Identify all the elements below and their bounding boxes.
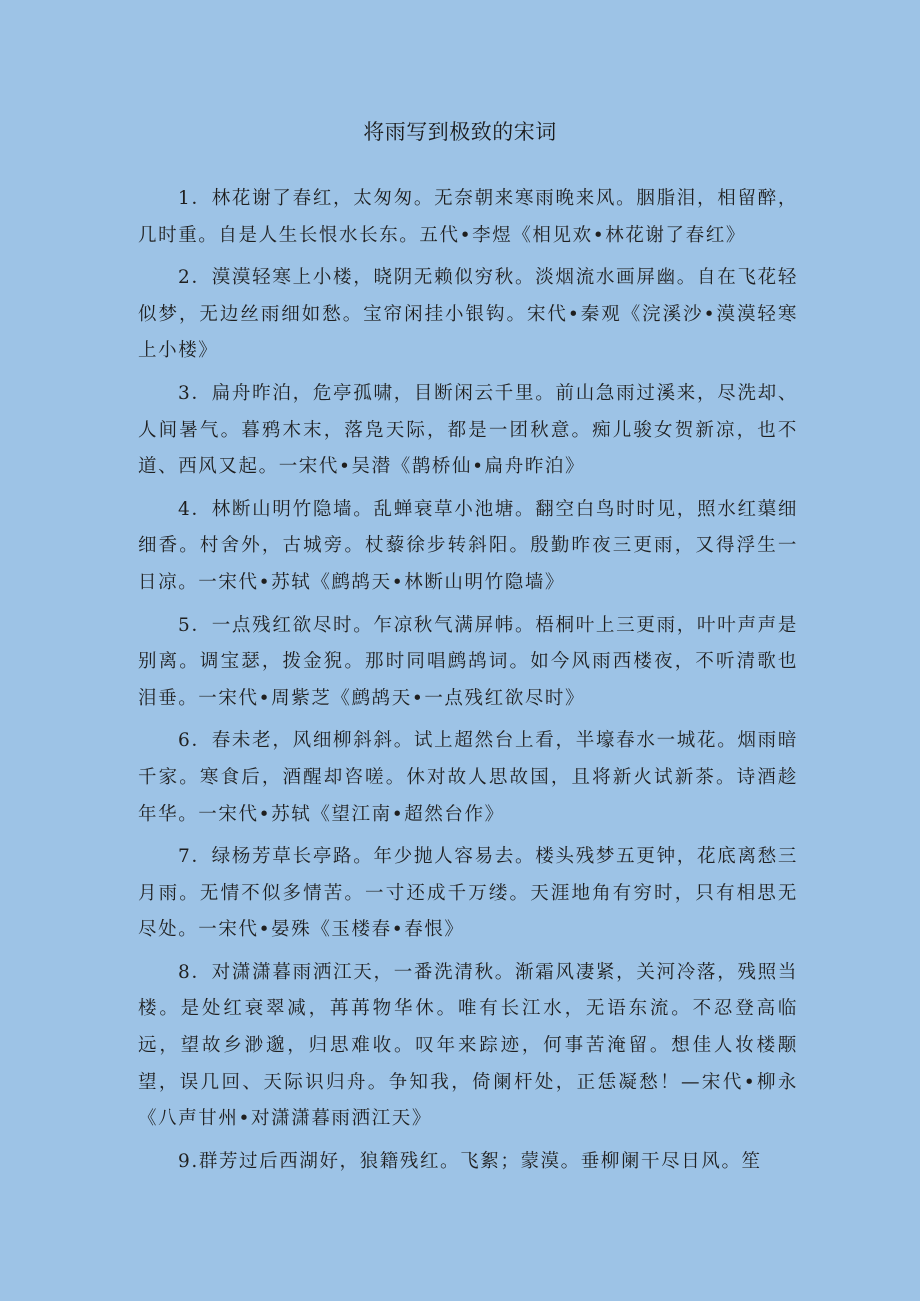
poem-paragraph: 9.群芳过后西湖好，狼籍残红。飞絮；蒙漠。垂柳阑干尽日风。笙 (178, 1150, 762, 1172)
poem-paragraph: 7．绿杨芳草长亭路。年少抛人容易去。楼头残梦五更钟，花底离愁三月雨。无情不似多情苦。一寸还成千万缕。天涯地角有穷时，只有相思无尽处。一宋代•晏殊《玉楼春•春恨》 (138, 846, 798, 941)
poem-paragraph: 2．漠漠轻寒上小楼，晓阴无赖似穷秋。淡烟流水画屏幽。自在飞花轻似梦，无边丝雨细如愁。宝帘闲挂小银钩。宋代•秦观《浣溪沙•漠漠轻寒上小楼》 (138, 267, 798, 362)
poem-paragraph: 5．一点残红欲尽时。乍凉秋气满屏帏。梧桐叶上三更雨，叶叶声声是别离。调宝瑟，拨金猊。那时同唱鹧鸪词。如今风雨西楼夜，不听清歌也泪垂。一宋代•周紫芝《鹧鸪天•一点残红欲尽时》 (138, 614, 798, 709)
poem-paragraph: 1．林花谢了春红，太匆匆。无奈朝来寒雨晚来风。胭脂泪，相留醉，几时重。自是人生长恨水长东。五代•李煜《相见欢•林花谢了春红》 (138, 188, 798, 246)
document-body (138, 181, 798, 1186)
poem-paragraph: 6．春未老，风细柳斜斜。试上超然台上看，半壕春水一城花。烟雨暗千家。寒食后，酒醒却咨嗟。休对故人思故国，且将新火试新茶。诗酒趁年华。一宋代•苏轼《望江南•超然台作》 (138, 730, 798, 825)
document-title: 将雨写到极致的宋词 (363, 120, 557, 144)
poem-paragraph: 4．林断山明竹隐墙。乱蝉衰草小池塘。翻空白鸟时时见，照水红蕖细细香。村舍外，古城旁。杖藜徐步转斜阳。殷勤昨夜三更雨，又得浮生一日凉。一宋代•苏轼《鹧鸪天•林断山明竹隐墙》 (138, 498, 798, 593)
poem-paragraph: 3．扁舟昨泊，危亭孤啸，目断闲云千里。前山急雨过溪来，尽洗却、人间暑气。暮鸦木末，落凫天际，都是一团秋意。痴儿骏女贺新凉，也不道、西风又起。一宋代•吴潜《鹊桥仙•扁舟昨泊》 (138, 382, 798, 478)
poem-paragraph: 8．对潇潇暮雨洒江天，一番洗清秋。渐霜风凄紧，关河冷落，残照当楼。是处红衰翠减，苒苒物华休。唯有长江水，无语东流。不忍登高临远，望故乡渺邈，归思难收。叹年来踪迹，何事苦淹留。想佳人妆楼颙望，误几回、天际识归舟。争知我，倚阑杆处，正恁凝愁！—宋代•柳永《八声甘州•对潇潇暮雨洒江天》 (138, 961, 798, 1130)
